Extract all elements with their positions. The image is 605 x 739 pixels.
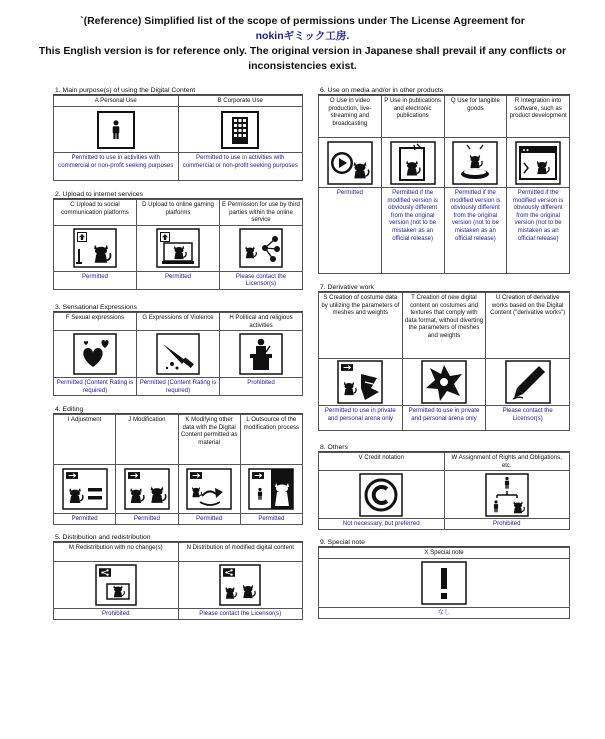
status-third-party-use: Please contact the Licensor(s) [220, 271, 303, 289]
label-adjustment: I Adjustment [54, 415, 116, 465]
texture-icon [421, 360, 467, 404]
status-credit-notation: Not necessary, but preferred [319, 519, 445, 530]
software-icon [515, 141, 561, 185]
section-upload-internet [53, 190, 303, 290]
status-new-digital-content: Permitted to use in private and personal arena only [402, 406, 486, 431]
status-personal-use: Permitted to use in activities with commercial or non-profit seeking purposes [54, 153, 179, 181]
status-costume-data: Permitted to use in private and personal arena only [319, 406, 403, 431]
section-others [318, 443, 570, 530]
status-adjustment: Permitted [54, 514, 116, 525]
status-assignment-rights: Prohibited [444, 519, 570, 530]
person-icon [96, 110, 136, 150]
redistribute-modified-icon [219, 564, 261, 606]
label-credit-notation: V Credit notation [319, 453, 445, 471]
status-outsource-modification: Permitted [240, 514, 302, 525]
status-distribution-modified: Please contact the Licensor(s) [178, 609, 303, 620]
section-editing [53, 405, 303, 525]
share-third-party-icon [231, 227, 291, 269]
label-political-religious: H Political and religious activities [220, 313, 303, 331]
section-title: 1. Main purpose(s) of using the Digital Content [53, 86, 303, 95]
section-title: 7. Derivative work [318, 283, 570, 292]
video-icon [327, 141, 373, 185]
upload-social-icon [65, 227, 125, 269]
page-header [0, 14, 605, 74]
knife-icon [155, 332, 201, 376]
outsource-icon [248, 468, 294, 510]
assignment-icon [485, 473, 529, 517]
label-modifying-other-data: K Modifying other data with the Digital Content permitted as material [178, 415, 240, 465]
status-software-integration: Permitted if the modified version is obviously different from the original version (not to be mistaken as an official release) [507, 188, 570, 274]
label-costume-data: S Creation of costume data by utilizing the parameters of meshes and weights [319, 293, 403, 359]
label-tangible-goods: Q Use for tangible goods [444, 96, 507, 138]
section-title: 4. Editing [53, 405, 303, 414]
label-derivative-works: U Creation of derivative works based on the Digital Content ("derivative works") [486, 293, 570, 359]
label-special-note: X Special note [319, 548, 570, 559]
hearts-icon [72, 332, 118, 376]
label-distribution-modified: N Distribution of modified digital content [178, 543, 303, 562]
label-personal-use: A Personal Use [54, 96, 179, 107]
goods-icon [452, 141, 498, 185]
podium-icon [238, 332, 284, 376]
status-modification: Permitted [116, 514, 178, 525]
section-sensational [53, 303, 303, 396]
label-upload-social: C Upload to social communication platforms [54, 200, 137, 226]
section-derivative-work [318, 283, 570, 431]
label-new-digital-content: T Creation of new digital content on costumes and textures that comply with data format, without diverting the parameters of meshes and weights [402, 293, 486, 359]
section-title: 5. Distribution and redistribution [53, 533, 303, 542]
merge-icon [186, 468, 232, 510]
label-software-integration: R Integration into software, such as product development [507, 96, 570, 138]
status-political-religious: Prohibited [220, 378, 303, 396]
pen-icon [505, 360, 551, 404]
section-title: 2. Upload to internet services [53, 190, 303, 199]
section-distribution [53, 533, 303, 620]
section-title: 8. Others [318, 443, 570, 452]
status-tangible-goods: Permitted if the modified version is obviously different from the original version (not to be mistaken as an official release) [444, 188, 507, 274]
status-redistribution-no-change: Prohibited [54, 609, 179, 620]
header-line-3: This English version is for reference only. The original version in Japanese shall prevail if any conflicts or [38, 45, 567, 57]
section-main-purpose [53, 86, 303, 181]
status-modifying-other-data: Permitted [178, 514, 240, 525]
status-upload-gaming: Permitted [137, 271, 220, 289]
status-upload-social: Permitted [54, 271, 137, 289]
label-upload-gaming: D Upload to online gaming platforms [137, 200, 220, 226]
exclamation-icon [421, 561, 467, 605]
status-publications: Permitted if the modified version is obviously different from the original version (not to be mistaken as an official release) [381, 188, 444, 274]
label-assignment-rights: W Assignment of Rights and Obligations, etc. [444, 453, 570, 471]
copyright-icon [359, 473, 403, 517]
label-video-production: O Use in video production, live-streaming and broadcasting [319, 96, 382, 138]
label-modification: J Modification [116, 415, 178, 465]
status-video-production: Permitted [319, 188, 382, 274]
label-sexual-expressions: F Sexual expressions [54, 313, 137, 331]
costume-icon [337, 360, 383, 404]
section-title: 3. Sensational Expressions [53, 303, 303, 312]
header-line-4: inconsistencies exist. [248, 60, 357, 72]
upload-gaming-icon [148, 227, 208, 269]
header-line-1: `(Reference) Simplified list of the scope of permissions under The License Agreement for [80, 15, 525, 27]
label-violence: G Expressions of Violence [137, 313, 220, 331]
section-title: 6. Use on media and/or in other products [318, 86, 570, 95]
status-corporate-use: Permitted to use in activities with commercial or non-profit seeking purposes [178, 153, 303, 181]
status-special-note: なし [319, 608, 570, 619]
status-derivative-works: Please contact the Licensor(s) [486, 406, 570, 431]
adjust-icon [62, 468, 108, 510]
label-third-party-use: E Permission for use by third parties within the online service [220, 200, 303, 226]
licensor-link[interactable]: nokinギミック工房. [255, 30, 350, 42]
section-special-note [318, 538, 570, 619]
section-title: 9. Special note [318, 538, 570, 547]
label-redistribution-no-change: M Redistribution with no change(s) [54, 543, 179, 562]
publication-icon [390, 141, 436, 185]
modify-icon [124, 468, 170, 510]
label-publications: P Use in publications and electronic publications [381, 96, 444, 138]
section-media-products [318, 86, 570, 274]
label-corporate-use: B Corporate Use [178, 96, 303, 107]
redistribute-icon [95, 564, 137, 606]
label-outsource-modification: L Outsource of the modification process [240, 415, 302, 465]
building-icon [220, 110, 260, 150]
status-violence: Permitted (Content Rating is required) [137, 378, 220, 396]
status-sexual-expressions: Permitted (Content Rating is required) [54, 378, 137, 396]
